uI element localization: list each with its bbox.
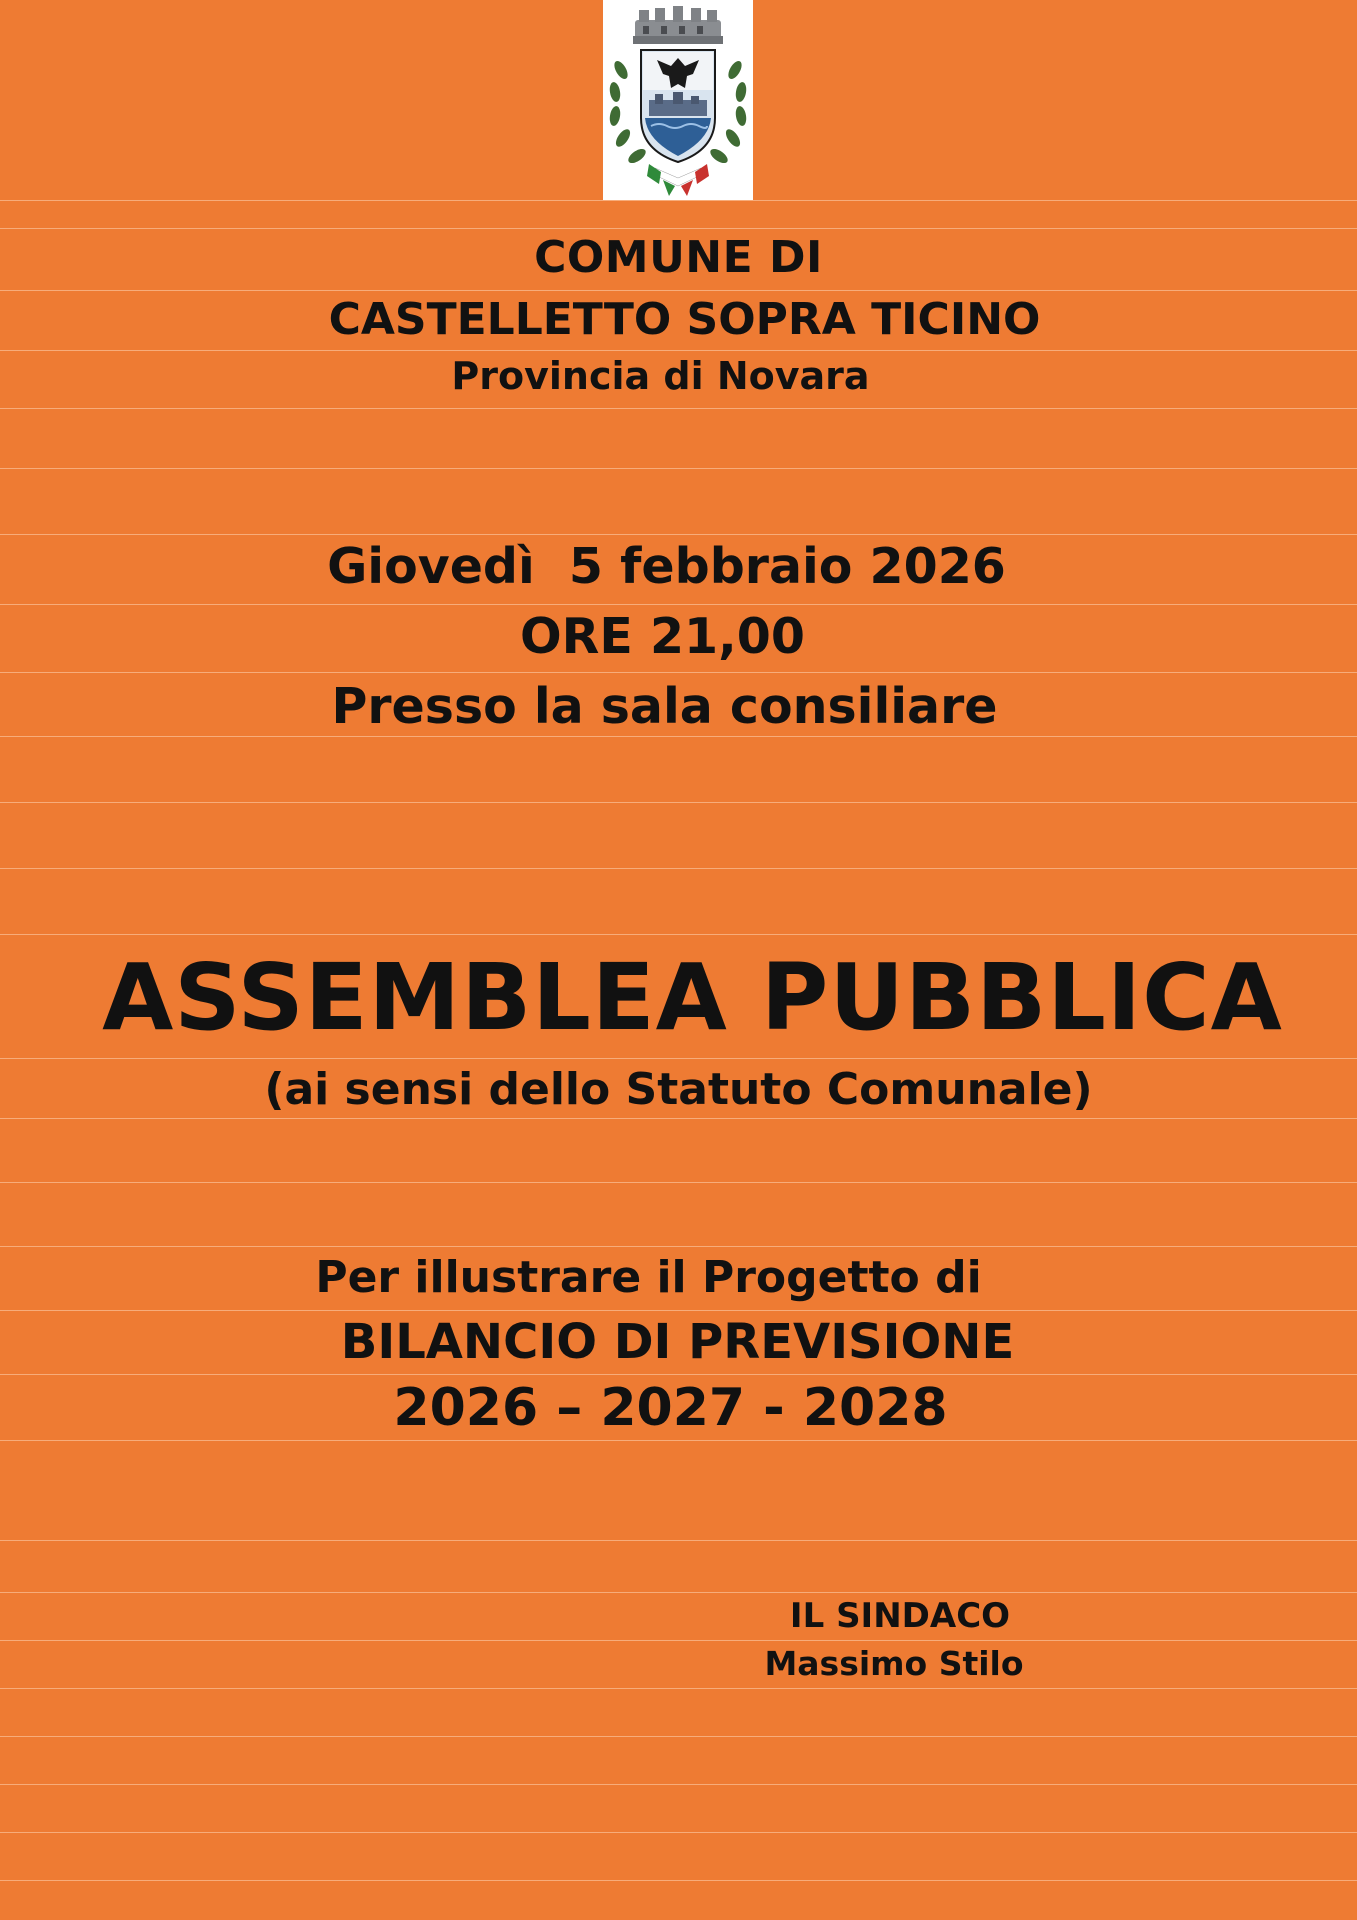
shield-icon [641, 50, 715, 162]
announcement-title: ASSEMBLEA PUBBLICA [102, 944, 1283, 1051]
municipal-coat-of-arms-icon [603, 0, 753, 200]
crown-icon [633, 6, 723, 44]
event-place: Presso la sala consiliare [331, 678, 998, 735]
coat-of-arms [603, 0, 753, 200]
purpose-subject: BILANCIO DI PREVISIONE [340, 1314, 1015, 1370]
purpose-intro: Per illustrare il Progetto di [315, 1252, 982, 1303]
header-province: Provincia di Novara [451, 354, 870, 398]
event-time: ORE 21,00 [520, 608, 805, 665]
header-town-name: CASTELLETTO SOPRA TICINO [328, 294, 1041, 345]
signature-title: IL SINDACO [789, 1596, 1011, 1636]
signature-name: Massimo Stilo [764, 1644, 1024, 1683]
header-comune: COMUNE DI [534, 232, 823, 283]
announcement-subtitle: (ai sensi dello Statuto Comunale) [264, 1064, 1093, 1115]
ribbon-icon [647, 164, 709, 196]
purpose-years: 2026 – 2027 - 2028 [393, 1378, 948, 1438]
event-date: Giovedì 5 febbraio 2026 [327, 538, 1006, 595]
